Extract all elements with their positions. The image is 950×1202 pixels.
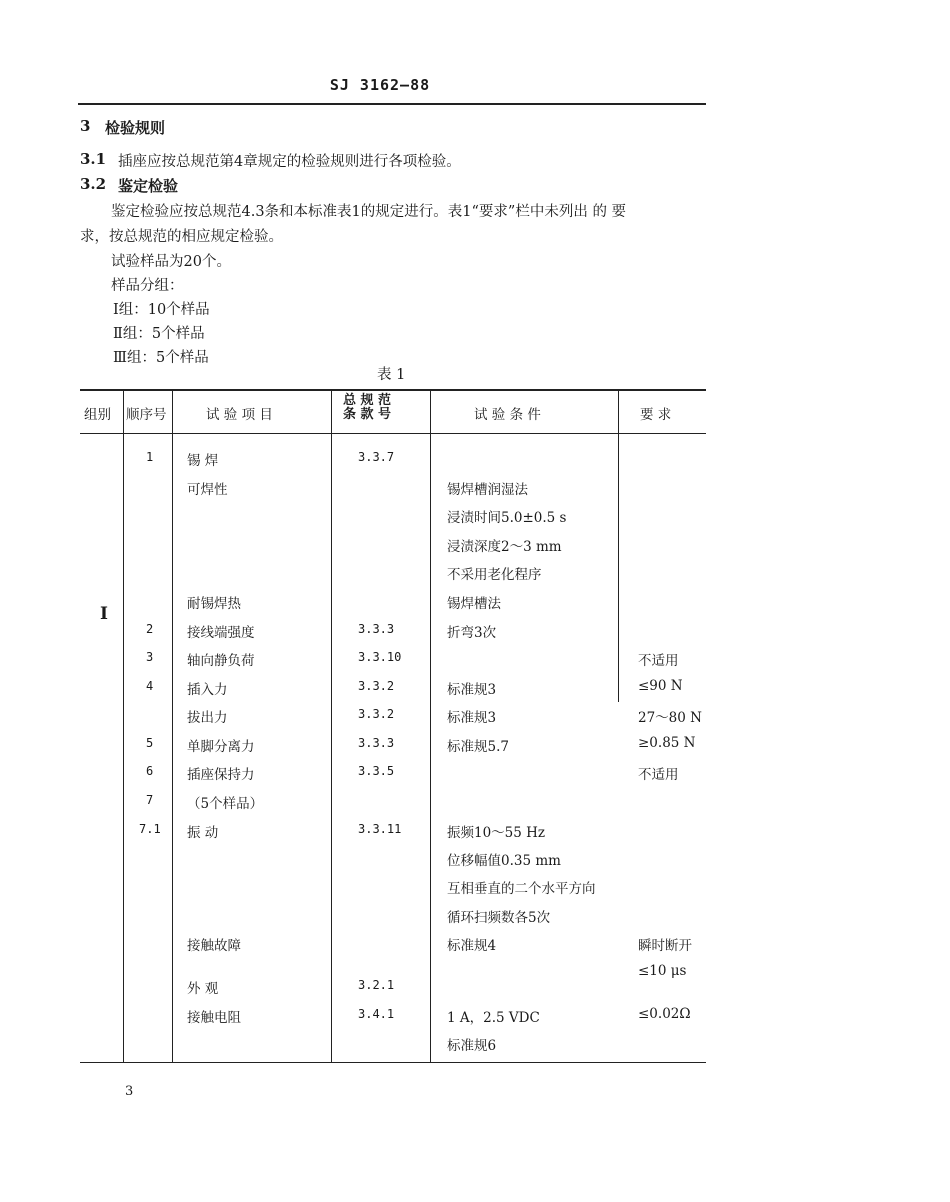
row-item: 轴向静负荷: [187, 653, 255, 669]
section-title: 检验规则: [105, 119, 166, 137]
row-item: 拔出力: [187, 710, 228, 726]
row-condition: 标准规3: [447, 682, 497, 698]
row-requirement: ≤90 N: [638, 678, 683, 694]
row-item: （5个样品）: [187, 796, 264, 812]
header-seq: 顺序号: [126, 407, 167, 423]
row-condition: 不采用老化程序: [447, 567, 542, 583]
section-number: 3: [80, 117, 91, 135]
row-item: 可焊性: [187, 482, 228, 498]
row-condition: 标准规5.7: [447, 739, 509, 755]
document-code: SJ 3162—88: [329, 76, 431, 94]
group-1-text: Ⅰ组：10个样品: [113, 302, 210, 318]
row-condition: 标准规4: [447, 938, 497, 954]
row-clause: 3.3.2: [358, 679, 395, 693]
clause-3-1-number: 3.1: [80, 150, 107, 168]
row-item: 接触故障: [187, 938, 241, 954]
row-requirement: ≥0.85 N: [638, 735, 696, 751]
group-2-text: Ⅱ组：5个样品: [113, 326, 205, 342]
row-seq: 3: [146, 650, 154, 664]
row-condition: 标准规6: [447, 1038, 497, 1054]
row-item: 接触电阻: [187, 1010, 241, 1026]
row-condition: 循环扫频数各5次: [447, 910, 551, 926]
row-seq: 6: [146, 764, 154, 778]
header-clause-line1: 总 规 范: [343, 393, 392, 408]
clause-3-2-paragraph-line2: 求，按总规范的相应规定检验。: [80, 229, 283, 245]
header-clause-line2: 条 款 号: [343, 407, 392, 422]
row-seq: 1: [146, 450, 154, 464]
row-requirement: 瞬时断开: [638, 938, 692, 954]
row-item: 插座保持力: [187, 767, 255, 783]
row-clause: 3.4.1: [358, 1007, 395, 1021]
row-item: 单脚分离力: [187, 739, 255, 755]
row-item: 接线端强度: [187, 625, 255, 641]
row-seq: 7: [146, 793, 154, 807]
group-3-text: Ⅲ组：5个样品: [113, 350, 209, 366]
grouping-label: 样品分组：: [111, 278, 184, 294]
header-requirement: 要 求: [640, 407, 672, 423]
row-requirement: 不适用: [638, 653, 679, 669]
row-condition: 锡焊槽法: [447, 596, 501, 612]
row-condition: 振频10～55 Hz: [447, 825, 546, 841]
row-clause: 3.3.5: [358, 764, 395, 778]
table-bottom-rule: [80, 1062, 706, 1063]
clause-3-1-text: 插座应按总规范第4章规定的检验规则进行各项检验。: [118, 154, 461, 170]
row-seq: 4: [146, 679, 154, 693]
column-divider-clause: [430, 390, 431, 1062]
row-requirement: ≤0.02Ω: [638, 1006, 691, 1022]
row-item: 耐锡焊热: [187, 596, 241, 612]
row-clause: 3.3.7: [358, 450, 395, 464]
group-label: Ⅰ: [100, 604, 108, 624]
header-rule: [78, 103, 706, 105]
clause-3-2-number: 3.2: [80, 175, 107, 193]
header-condition: 试 验 条 件: [474, 407, 541, 423]
row-requirement: 不适用: [638, 767, 679, 783]
row-requirement: ≤10 μs: [638, 963, 687, 979]
row-clause: 3.3.11: [358, 822, 402, 836]
header-item: 试 验 项 目: [206, 407, 273, 423]
table-header-rule: [80, 433, 706, 434]
row-condition: 1 A，2.5 VDC: [447, 1010, 540, 1026]
clause-3-2-title: 鉴定检验: [118, 177, 179, 195]
row-seq: 2: [146, 622, 154, 636]
row-clause: 3.3.3: [358, 622, 395, 636]
row-item: 振 动: [187, 825, 219, 841]
row-condition: 折弯3次: [447, 625, 497, 641]
row-clause: 3.2.1: [358, 978, 395, 992]
row-condition: 浸渍时间5.0±0.5 s: [447, 510, 567, 526]
row-item: 外 观: [187, 981, 219, 997]
column-divider-item: [331, 390, 332, 1062]
clause-3-2-paragraph-line1: 鉴定检验应按总规范4.3条和本标准表1的规定进行。表1“要求”栏中未列出 的 要: [111, 204, 627, 220]
page-number: 3: [125, 1084, 134, 1099]
header-group: 组别: [84, 407, 111, 423]
column-divider-condition: [618, 390, 619, 702]
table-caption: 表 1: [377, 367, 406, 383]
row-condition: 标准规3: [447, 710, 497, 726]
row-condition: 浸渍深度2～3 mm: [447, 539, 562, 555]
table-top-rule: [80, 389, 706, 391]
sample-count-text: 试验样品为20个。: [111, 254, 231, 270]
row-condition: 互相垂直的二个水平方向: [447, 881, 596, 897]
row-clause: 3.3.2: [358, 707, 395, 721]
row-clause: 3.3.10: [358, 650, 402, 664]
row-condition: 位移幅值0.35 mm: [447, 853, 561, 869]
row-seq: 5: [146, 736, 154, 750]
row-clause: 3.3.3: [358, 736, 395, 750]
column-divider-group: [123, 390, 124, 1062]
row-condition: 锡焊槽润湿法: [447, 482, 528, 498]
row-item: 插入力: [187, 682, 228, 698]
column-divider-seq: [172, 390, 173, 1062]
row-seq: 7.1: [139, 822, 161, 836]
row-requirement: 27～80 N: [638, 710, 702, 726]
row-item: 锡 焊: [187, 453, 219, 469]
